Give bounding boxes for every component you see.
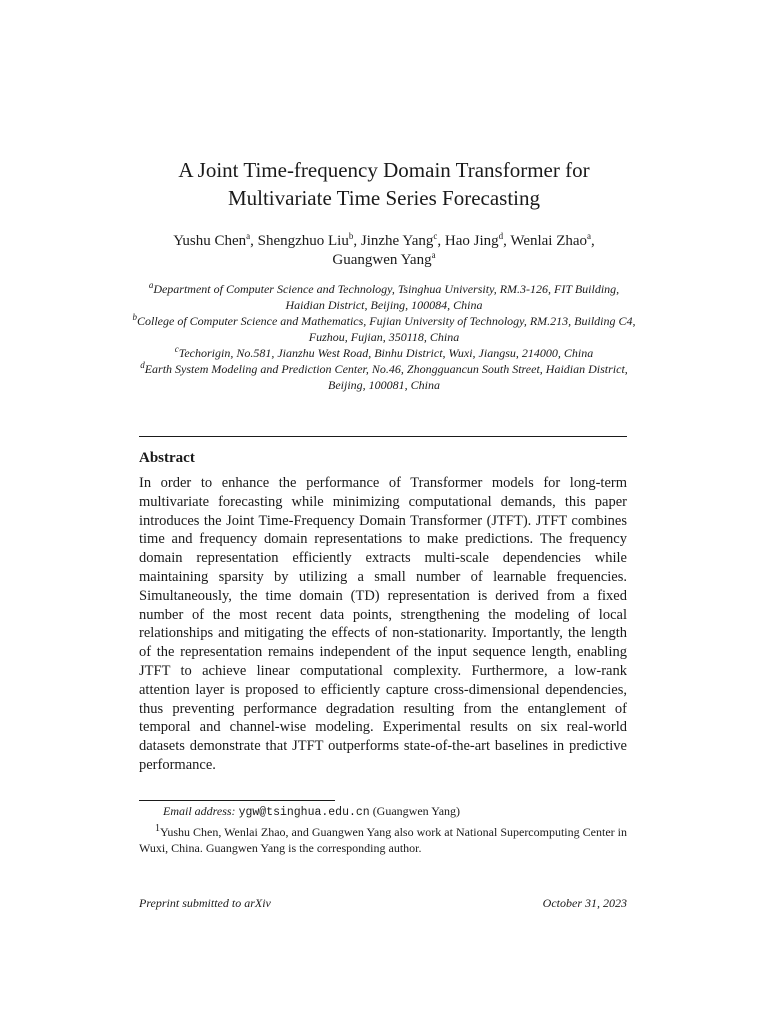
affiliation: $^d$Earth System Modeling and Prediction Center, No.46, Zhongguancun South Street, Haidian District, Beijing, 100081, China — [140, 360, 628, 392]
title-line-1: A Joint Time-frequency Domain Transformer for — [178, 158, 590, 182]
author: Yushu Chen$^a$, — [173, 231, 258, 249]
abstract-heading: Abstract — [139, 450, 195, 466]
author: Guangwen Yang$^a$ — [332, 250, 436, 268]
author: Shengzhuo Liu$^b$, — [257, 231, 361, 249]
abstract-text: In order to enhance the performance of Transformer models for long-term multivariate forecasting while minimizing computational demands, this paper introduces the Joint Time-Frequency Domain Transformer (JTFT). JTFT combines time and frequency domain representations to make predictions. The frequency domain representation efficiently extracts multi-scale dependencies while maintaining sparsity by utilizing a small number of learnable frequencies. Simultaneously, the time domain (TD) representation is derived from a fixed number of the most recent data points, strengthening the modeling of local relationships and mitigating the effects of non-stationarity. Importantly, the length of the representation remains independent of the input sequence length, enabling JTFT to achieve linear computational complexity. Furthermore, a low-rank attention layer is proposed to efficiently capture cross-dimensional dependencies, thus preventing performance degradation resulting from the entanglement of temporal and channel-wise modeling. Experimental results on six real-world datasets demonstrate that JTFT outperforms state-of-the-art baselines in predictive performance. — [139, 475, 627, 773]
paper-title — [110, 156, 658, 212]
affiliation: $^c$Techorigin, No.581, Jianzhu West Road, Binhu District, Wuxi, Jiangsu, 214000, China — [174, 344, 594, 360]
title-line-2: Multivariate Time Series Forecasting — [227, 186, 541, 210]
abstract-top-rule — [139, 436, 627, 437]
affiliation-list — [130, 281, 638, 393]
email-label: Email address: — [163, 804, 236, 818]
affiliation: $^a$Department of Computer Science and Technology, Tsinghua University, RM.3-126, FIT Building, Haidian District, Beijing, 100084, China — [148, 280, 620, 312]
footnotes — [139, 803, 627, 856]
email-owner: (Guangwen Yang) — [372, 804, 461, 818]
author: Jinzhe Yang$^c$, — [360, 231, 445, 249]
email-footnote — [139, 803, 627, 821]
affiliation-footnote: $^1$Yushu Chen, Wenlai Zhao, and Guangwen Yang also work at National Supercomputing Center in Wuxi, China. Guangwen Yang is the corresponding author. — [139, 823, 627, 855]
email-address: ygw@tsinghua.edu.cn — [238, 806, 370, 819]
preprint-date: October 31, 2023 — [542, 896, 627, 910]
footnote-rule — [139, 800, 335, 801]
affiliation: $^b$College of Computer Science and Mathematics, Fujian University of Technology, RM.213, Building C4, Fuzhou, Fujian, 350118, China — [132, 312, 636, 344]
author: Hao Jing$^d$, — [444, 231, 511, 249]
footnote-mark: 1 — [155, 823, 160, 834]
author: Wenlai Zhao$^a$, — [510, 231, 595, 249]
author-list — [130, 232, 638, 270]
preprint-note: Preprint submitted to arXiv — [139, 896, 271, 910]
